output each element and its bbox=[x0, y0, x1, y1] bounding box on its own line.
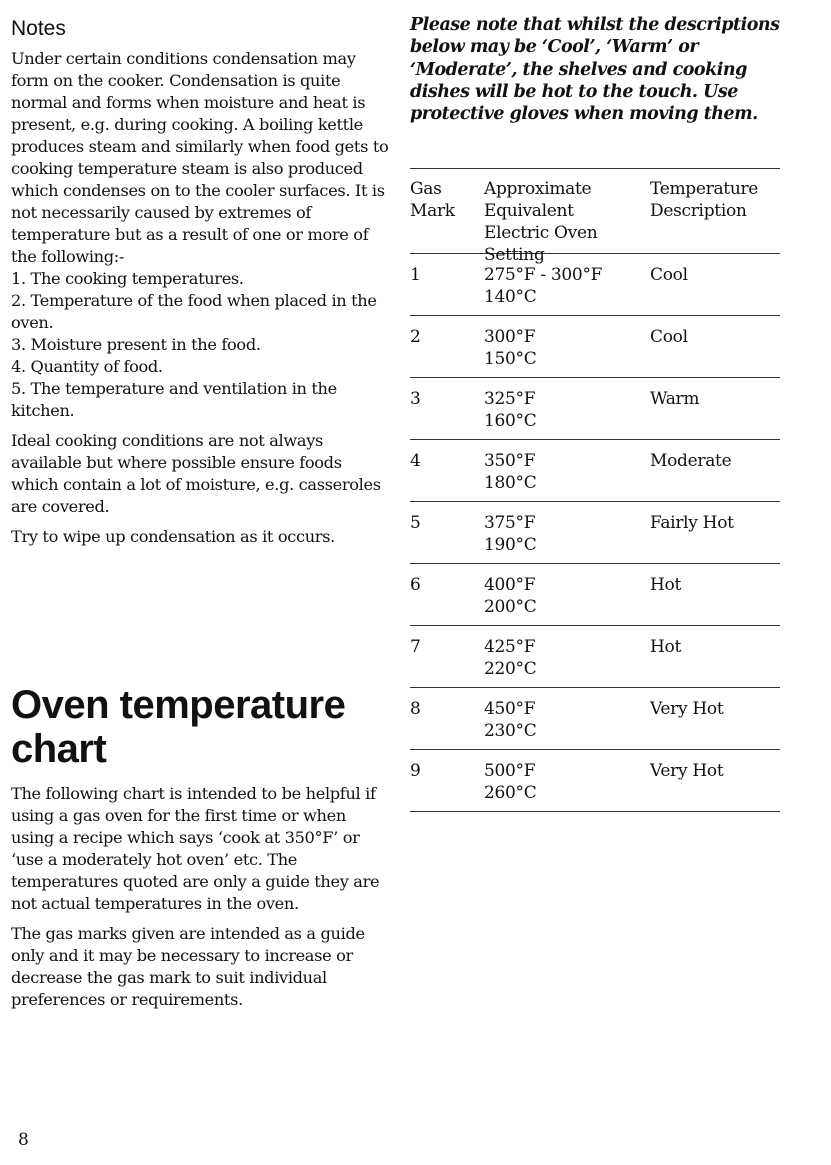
electric-setting-cell: 425°F 220°C bbox=[484, 637, 537, 679]
table-row bbox=[410, 378, 780, 440]
table-row bbox=[410, 254, 780, 316]
header-electric-setting: Approximate Equivalent Electric Oven Setting bbox=[484, 179, 598, 265]
list-item: 4. Quantity of food. bbox=[11, 357, 163, 376]
warning-text: Please note that whilst the descriptions below may be ‘Cool’, ‘Warm’ or ‘Moderate’, the shelves and cooking dishes will be hot to the touch. Use protective gloves when moving them. bbox=[410, 15, 780, 125]
temperature-table bbox=[410, 168, 780, 812]
electric-setting-cell: 500°F 260°C bbox=[484, 761, 537, 803]
electric-setting-cell: 450°F 230°C bbox=[484, 699, 537, 741]
list-item: 5. The temperature and ventilation in the kitchen. bbox=[11, 379, 337, 420]
header-temperature-description: Temperature Description bbox=[650, 179, 759, 221]
description-cell: Very Hot bbox=[650, 761, 724, 781]
gas-mark-cell: 1 bbox=[410, 265, 421, 285]
electric-setting-cell: 275°F - 300°F 140°C bbox=[484, 265, 603, 307]
chart-gas-note: The gas marks given are intended as a guide only and it may be necessary to increase or decrease the gas mark to suit individual preferences or requirements. bbox=[11, 924, 365, 1009]
table-row bbox=[410, 564, 780, 626]
table-row bbox=[410, 750, 780, 812]
electric-setting-cell: 400°F 200°C bbox=[484, 575, 537, 617]
gas-mark-cell: 3 bbox=[410, 389, 421, 409]
description-cell: Hot bbox=[650, 637, 681, 657]
list-item: 2. Temperature of the food when placed in the oven. bbox=[11, 291, 377, 332]
gas-mark-cell: 4 bbox=[410, 451, 421, 471]
description-cell: Very Hot bbox=[650, 699, 724, 719]
gas-mark-cell: 7 bbox=[410, 637, 421, 657]
gas-mark-cell: 2 bbox=[410, 327, 421, 347]
table-header bbox=[410, 169, 780, 265]
description-cell: Moderate bbox=[650, 451, 732, 471]
table-row bbox=[410, 626, 780, 688]
notes-intro: Under certain conditions condensation may form on the cooker. Condensation is quite normal and forms when moisture and heat is present, e.g. during cooking. A boiling kettle produces steam and similarly when food gets to cooking temperature steam is also produced which condenses on to the cooler surfaces. It is not necessarily caused by extremes of temperature but as a result of one or more of the following:- bbox=[11, 49, 389, 266]
list-item: 1. The cooking temperatures. bbox=[11, 269, 244, 288]
description-cell: Hot bbox=[650, 575, 681, 595]
chart-intro: The following chart is intended to be helpful if using a gas oven for the first time or when using a recipe which says ‘cook at 350°F’ or ‘use a moderately hot oven’ etc. The temperatures quoted are only a guide they are not actual temperatures in the oven. bbox=[11, 784, 380, 913]
oven-chart-section bbox=[11, 683, 391, 1011]
notes-ideal: Ideal cooking conditions are not always available but where possible ensure foods which contain a lot of moisture, e.g. casseroles are covered. bbox=[11, 431, 381, 516]
gas-mark-cell: 6 bbox=[410, 575, 421, 595]
electric-setting-cell: 300°F 150°C bbox=[484, 327, 537, 369]
electric-setting-cell: 325°F 160°C bbox=[484, 389, 537, 431]
table-row bbox=[410, 316, 780, 378]
gas-mark-cell: 8 bbox=[410, 699, 421, 719]
table-row bbox=[410, 440, 780, 502]
table-row bbox=[410, 502, 780, 564]
description-cell: Warm bbox=[650, 389, 700, 409]
electric-setting-cell: 350°F 180°C bbox=[484, 451, 537, 493]
list-item: 3. Moisture present in the food. bbox=[11, 335, 261, 354]
electric-setting-cell: 375°F 190°C bbox=[484, 513, 537, 555]
description-cell: Cool bbox=[650, 265, 688, 285]
table-row bbox=[410, 688, 780, 750]
chart-heading: Oven temperature chart bbox=[11, 683, 346, 771]
notes-wipe: Try to wipe up condensation as it occurs. bbox=[11, 527, 335, 546]
gas-mark-cell: 9 bbox=[410, 761, 421, 781]
warning-block bbox=[410, 14, 782, 125]
page-number: 8 bbox=[18, 1130, 29, 1150]
notes-list bbox=[11, 268, 391, 422]
header-gas-mark: Gas Mark bbox=[410, 179, 455, 221]
description-cell: Cool bbox=[650, 327, 688, 347]
notes-section bbox=[11, 16, 391, 548]
description-cell: Fairly Hot bbox=[650, 513, 734, 533]
gas-mark-cell: 5 bbox=[410, 513, 421, 533]
notes-heading: Notes bbox=[11, 17, 66, 40]
